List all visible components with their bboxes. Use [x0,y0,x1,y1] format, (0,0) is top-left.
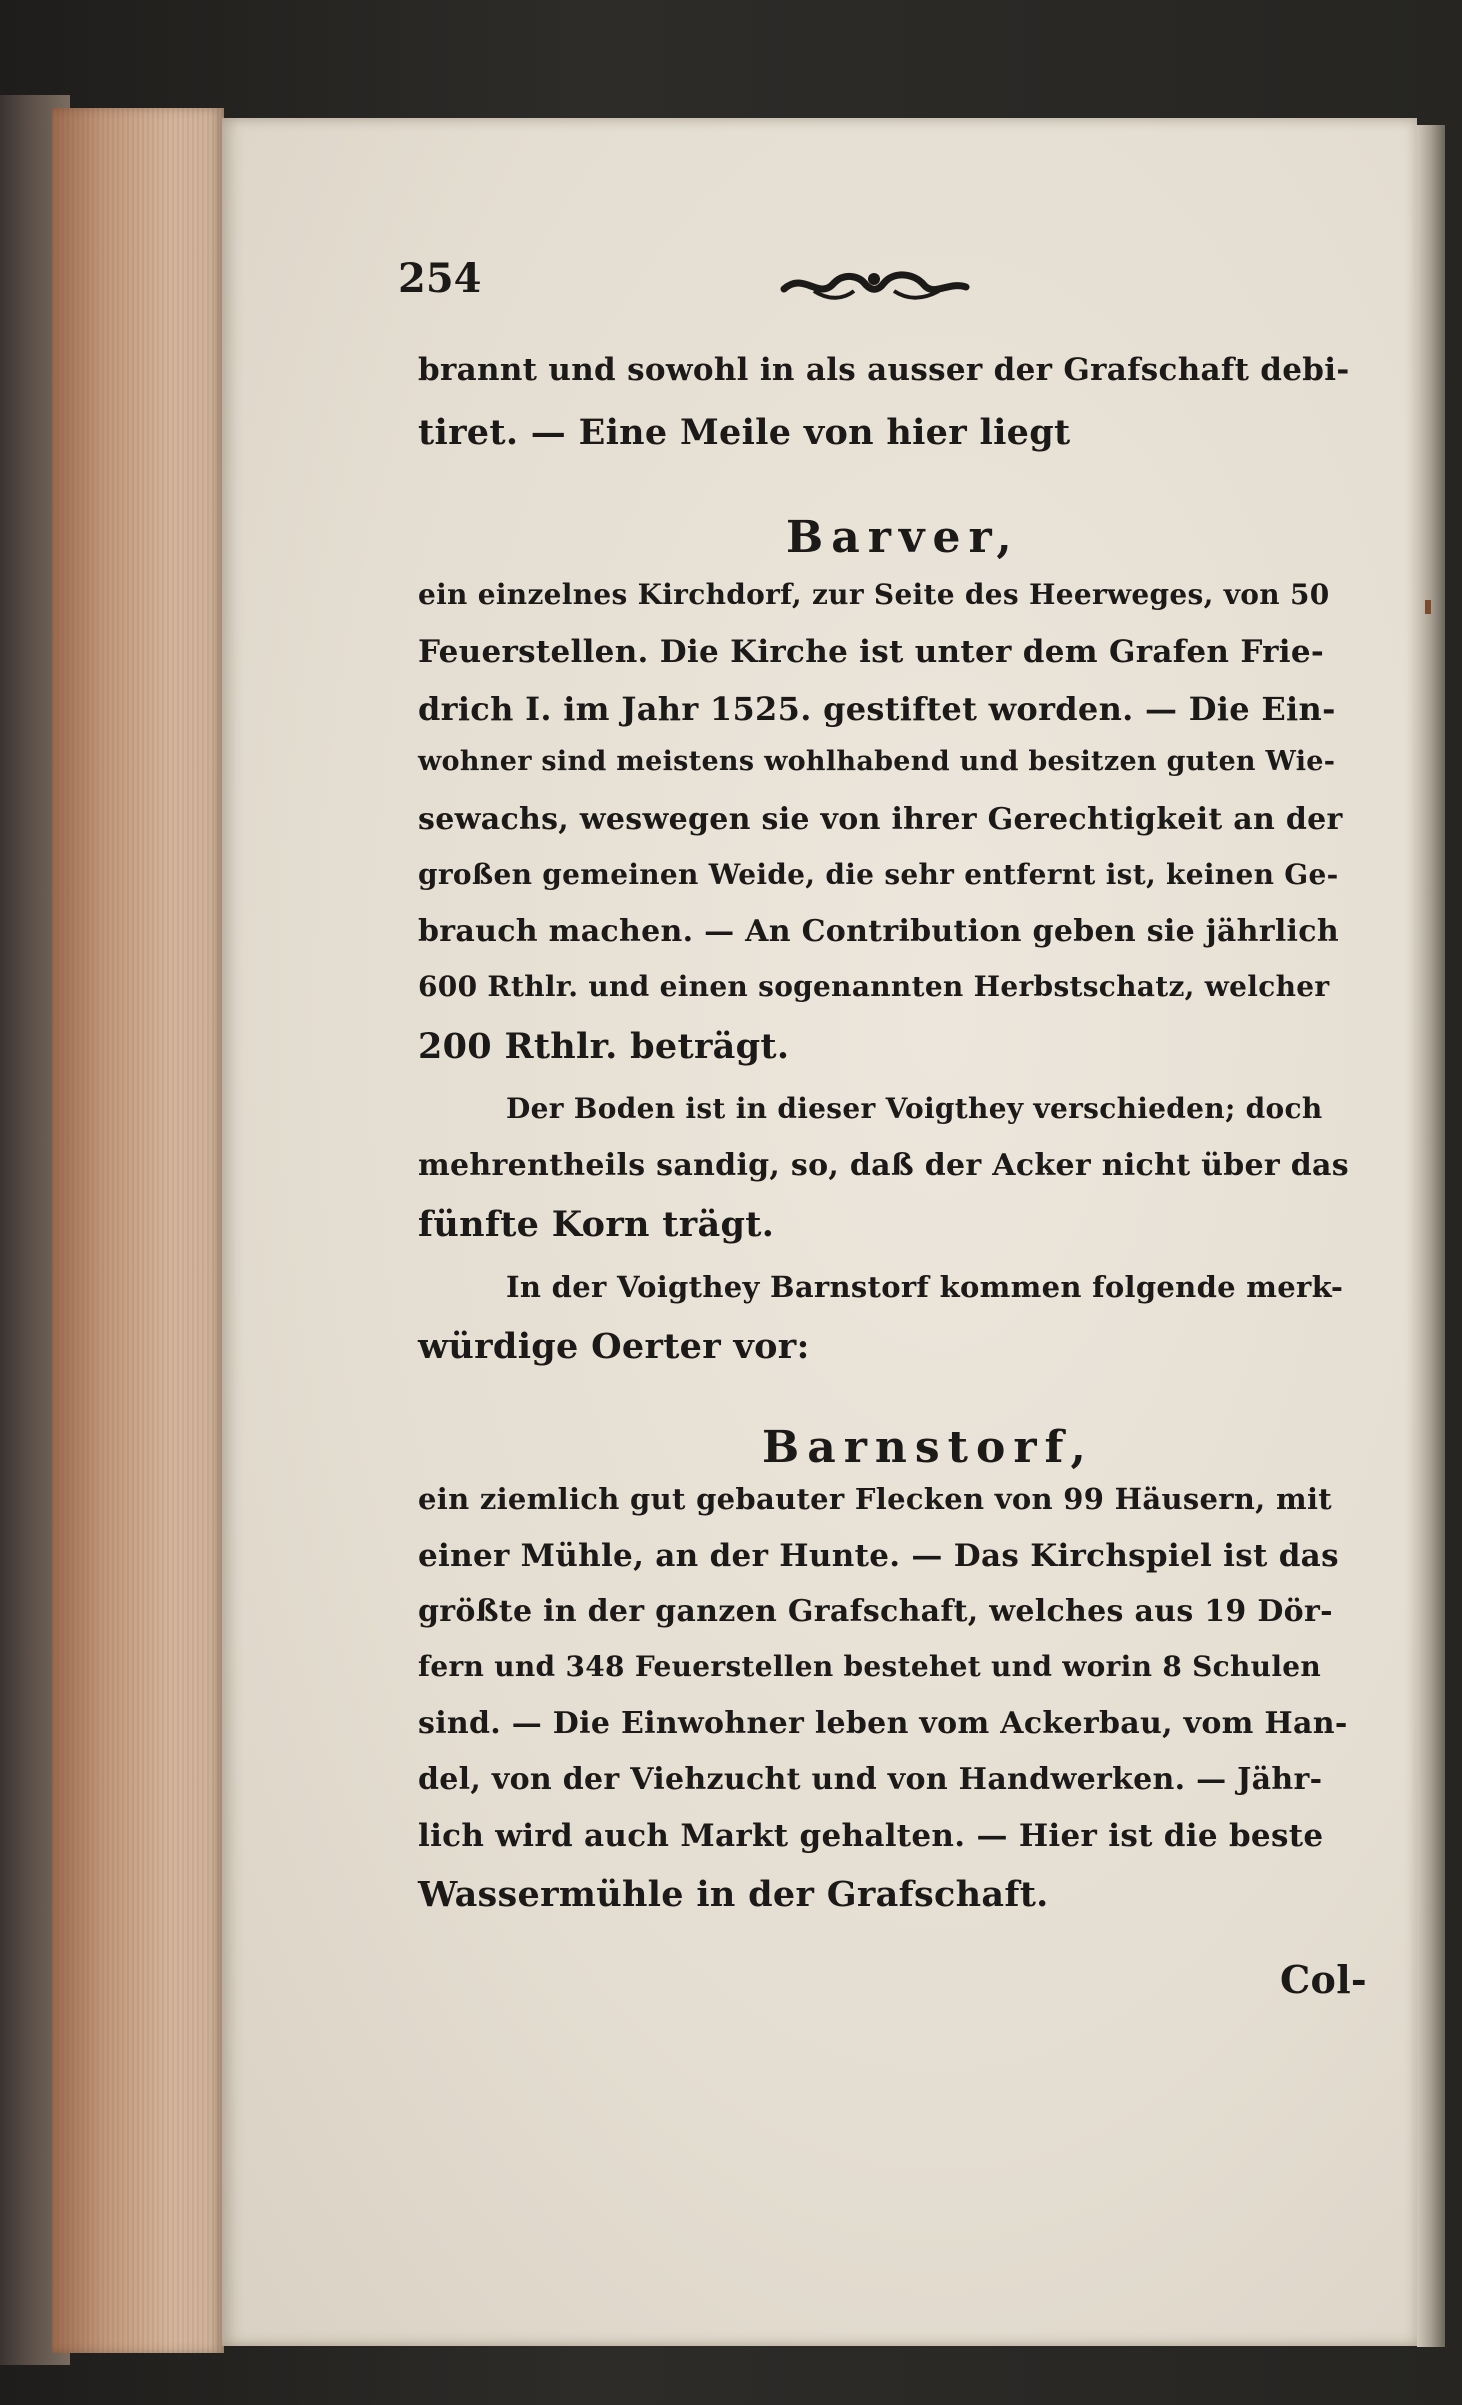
text-line: Der Boden ist in dieser Voigthey verschieden; doch [506,1092,1323,1125]
text-line: drich I. im Jahr 1525. gestiftet worden. — Die Ein- [418,690,1336,728]
text-line: mehrentheils sandig, so, daß der Acker nicht über das [418,1148,1349,1183]
text-line: ein ziemlich gut gebauter Flecken von 99 Häusern, mit [418,1482,1332,1516]
text-line: del, von der Viehzucht und von Handwerken. — Jähr- [418,1762,1323,1797]
text-line: Wassermühle in der Grafschaft. [418,1874,1049,1915]
text-line: sewachs, weswegen sie von ihrer Gerechtigkeit an der [418,802,1343,837]
section-heading-barver: Barver, [786,512,1020,563]
text-line: tiret. — Eine Meile von hier liegt [418,412,1071,453]
text-line: sind. — Die Einwohner leben vom Ackerbau, vom Han- [418,1706,1348,1741]
text-line: 600 Rthlr. und einen sogenannten Herbstschatz, welcher [418,970,1330,1003]
text-line: 200 Rthlr. beträgt. [418,1026,790,1067]
text-line: fern und 348 Feuerstellen bestehet und worin 8 Schulen [418,1650,1322,1683]
text-line: wohner sind meistens wohlhabend und besitzen guten Wie- [418,746,1336,777]
text-line: brannt und sowohl in als ausser der Grafschaft debi- [418,352,1350,388]
text-line: Feuerstellen. Die Kirche ist unter dem Grafen Frie- [418,634,1325,670]
text-line: ein einzelnes Kirchdorf, zur Seite des Heerweges, von 50 [418,578,1330,611]
section-heading-barnstorf: Barnstorf, [762,1422,1094,1473]
text-line: einer Mühle, an der Hunte. — Das Kirchspiel ist das [418,1538,1339,1574]
text-line: lich wird auch Markt gehalten. — Hier ist die beste [418,1818,1324,1854]
decorative-ornament-icon [774,261,974,311]
page-number: 254 [398,255,482,302]
text-line: großen gemeinen Weide, die sehr entfernt ist, keinen Ge- [418,858,1339,891]
text-line: würdige Oerter vor: [418,1326,810,1367]
bookmark-thread [1425,600,1431,614]
page-header [398,255,1278,325]
text-line: In der Voigthey Barnstorf kommen folgende merk- [506,1270,1344,1304]
text-line: brauch machen. — An Contribution geben sie jährlich [418,914,1339,949]
catchword: Col- [1280,1957,1367,2002]
text-line: fünfte Korn trägt. [418,1204,775,1245]
page-block-edge [52,108,224,2353]
text-line: größte in der ganzen Grafschaft, welches aus 19 Dör- [418,1594,1333,1629]
facing-page-edge [1417,125,1445,2347]
